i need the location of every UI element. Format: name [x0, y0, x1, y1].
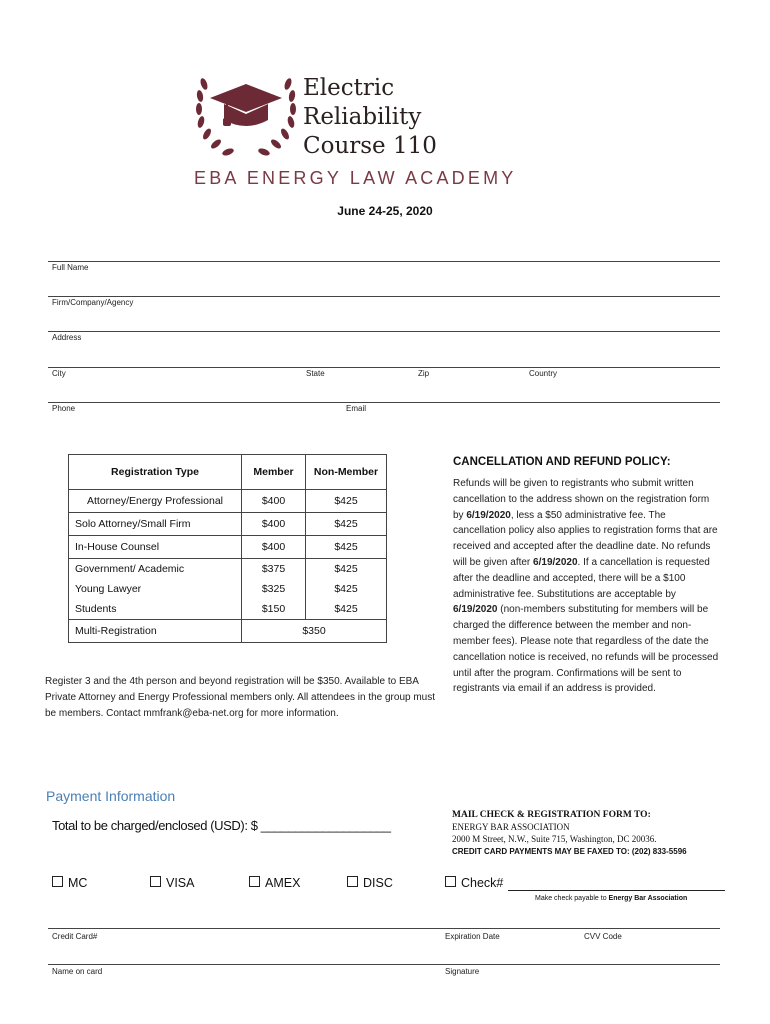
phone-label: Phone: [52, 404, 76, 413]
multi-registration-note: Register 3 and the 4th person and beyond registration will be $350. Available to EBA Private Attorney and Energy Professional members only. All attendees in the group must be members. Contact mmfrank@eba-net.org for more information.: [45, 676, 436, 719]
check-checkbox[interactable]: Check#: [445, 876, 503, 890]
policy-title: CANCELLATION AND REFUND POLICY:: [453, 456, 671, 468]
credit-card-field[interactable]: [48, 928, 720, 929]
visa-checkbox[interactable]: VISA: [150, 876, 195, 890]
full-name-field[interactable]: [48, 296, 720, 297]
expiration-label: Expiration Date: [445, 932, 500, 941]
event-date: June 24-25, 2020: [337, 204, 433, 218]
firm-field[interactable]: [48, 331, 720, 332]
name-on-card-label: Name on card: [52, 967, 103, 976]
email-label: Email: [346, 404, 367, 413]
total-charged-field[interactable]: Total to be charged/enclosed (USD): $ ___________________: [52, 818, 391, 833]
course-logo: [190, 70, 530, 200]
logo-title: Electric Reliability Course 110: [303, 75, 437, 159]
laurel-cap-icon: [190, 70, 302, 162]
mc-checkbox[interactable]: MC: [52, 876, 87, 890]
policy-text: Refunds will be given to registrants who submit written cancellation to the address shown on the registration form by 6/19/2020, less a $50 administrative fee. The cancellation policy also applies to registration forms that are received and accepted after the deadline date. No refunds will be given after 6/19/2020. If a cancellation is requested after the deadline and accepted, there will be a $100 administrative fee. Substitutions are acceptable by 6/19/2020 (non-members substituting for members will be charged the difference between the member and non-member fees). Please note that regardless of the date the cancellation notice is received, no refunds will be processed until after the program. Confirmations will be sent to registrants via email if an address is provided.: [453, 478, 719, 695]
full-name-label: Full Name: [52, 263, 89, 272]
city-label: City: [52, 369, 66, 378]
column-header: Registration Type: [69, 455, 242, 490]
state-label: State: [306, 369, 325, 378]
table-row: Young Lawyer $325 $425: [69, 579, 387, 599]
table-row: Multi-Registration $350: [69, 620, 387, 643]
credit-card-label: Credit Card#: [52, 932, 98, 941]
logo-subtitle: EBA ENERGY LAW ACADEMY: [194, 168, 517, 188]
table-row: Government/ Academic $375 $425: [69, 559, 387, 580]
table-row: In-House Counsel $400 $425: [69, 536, 387, 559]
table-row: Attorney/Energy Professional $400 $425: [69, 490, 387, 513]
mail-address: MAIL CHECK & REGISTRATION FORM TO: ENERGY BAR ASSOCIATION 2000 M Street, N.W., Suite 715, Washington, DC 20036. CREDIT CARD PAYMENTS MAY BE FAXED TO: (202) 833-5596: [452, 810, 687, 856]
cvv-label: CVV Code: [584, 932, 622, 941]
check-number-field[interactable]: [508, 890, 725, 891]
name-on-card-field[interactable]: [48, 964, 720, 965]
firm-label: Firm/Company/Agency: [52, 298, 134, 307]
address-field[interactable]: [48, 367, 720, 368]
city-field[interactable]: [48, 402, 720, 403]
disc-checkbox[interactable]: DISC: [347, 876, 393, 890]
address-label: Address: [52, 333, 82, 342]
table-row: Solo Attorney/Small Firm $400 $425: [69, 513, 387, 536]
payable-note: Make check payable to Energy Bar Association: [535, 895, 688, 902]
amex-checkbox[interactable]: AMEX: [249, 876, 300, 890]
table-row: Students $150 $425: [69, 599, 387, 620]
payment-title: Payment Information: [46, 788, 176, 804]
signature-label: Signature: [445, 967, 480, 976]
registration-table: [68, 454, 387, 643]
column-header: Non-Member: [306, 455, 387, 490]
column-header: Member: [242, 455, 306, 490]
divider: [48, 261, 720, 262]
country-label: Country: [529, 369, 558, 378]
zip-label: Zip: [418, 369, 430, 378]
